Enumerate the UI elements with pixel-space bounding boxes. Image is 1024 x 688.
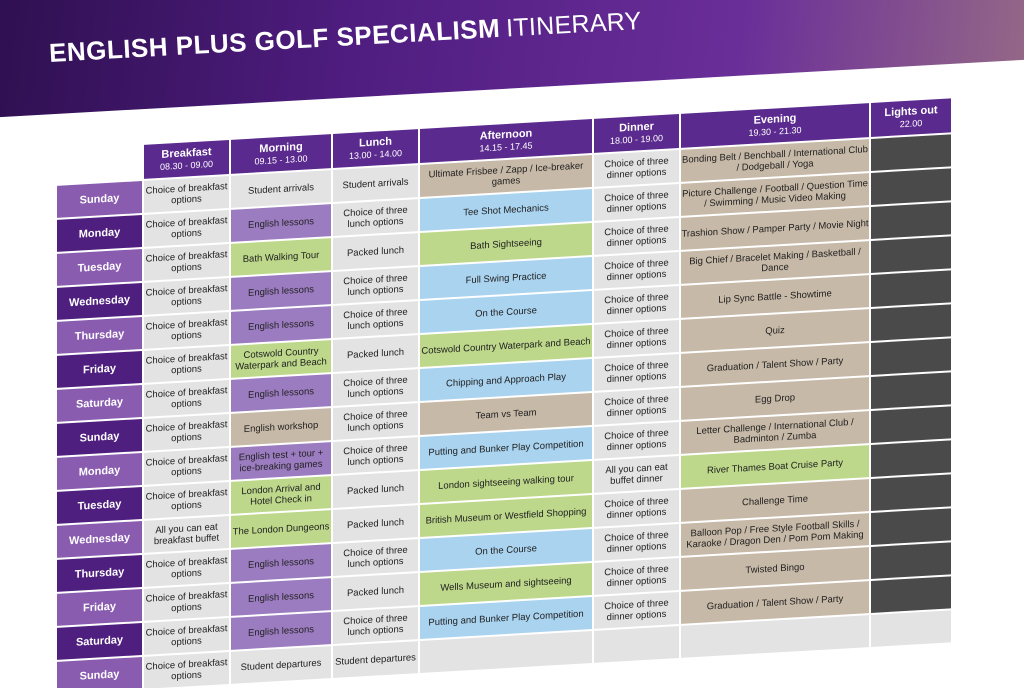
cell-evening: Twisted Bingo — [681, 547, 869, 590]
header-corner — [57, 145, 142, 184]
cell-morning: Bath Walking Tour — [231, 238, 331, 276]
cell-breakfast: All you can eat breakfast buffet — [144, 516, 229, 553]
cell-evening: Graduation / Talent Show / Party — [681, 581, 869, 624]
cell-morning: Cotswold Country Waterpark and Beach — [231, 340, 331, 378]
header-morning — [231, 134, 331, 174]
day-label: Saturday — [57, 385, 142, 422]
cell-afternoon: Chipping and Approach Play — [420, 359, 592, 401]
day-label: Friday — [57, 589, 142, 626]
cell-dinner: Choice of three dinner options — [594, 286, 679, 323]
column-time: 19.30 - 21.30 — [748, 124, 802, 139]
cell-lights — [871, 134, 951, 171]
day-label: Saturday — [57, 623, 142, 660]
cell-evening: Graduation / Talent Show / Party — [681, 343, 869, 386]
cell-evening: Bonding Belt / Benchball / International Club / Dodgeball / Yoga — [681, 139, 869, 182]
cell-afternoon: British Museum or Westfield Shopping — [420, 495, 592, 537]
cell-lights — [871, 304, 951, 341]
day-label: Thursday — [57, 555, 142, 592]
cell-breakfast: Choice of breakfast options — [144, 550, 229, 587]
cell-dinner: Choice of three dinner options — [594, 592, 679, 629]
cell-evening: Challenge Time — [681, 479, 869, 522]
column-time: 09.15 - 13.00 — [254, 153, 308, 167]
cell-dinner: Choice of three dinner options — [594, 320, 679, 357]
cell-afternoon: On the Course — [420, 291, 592, 333]
cell-breakfast: Choice of breakfast options — [144, 210, 229, 247]
day-label: Monday — [57, 453, 142, 490]
cell-breakfast: Choice of breakfast options — [144, 448, 229, 485]
table-body — [57, 134, 951, 688]
cell-morning: English lessons — [231, 578, 331, 616]
column-label: Dinner — [619, 120, 654, 135]
cell-lights — [871, 576, 951, 613]
cell-dinner — [594, 626, 679, 663]
cell-lunch: Packed lunch — [333, 335, 418, 372]
cell-afternoon: On the Course — [420, 529, 592, 571]
cell-lights — [871, 338, 951, 375]
column-label: Afternoon — [479, 127, 533, 143]
cell-afternoon: Wells Museum and sightseeing — [420, 563, 592, 605]
cell-dinner: Choice of three dinner options — [594, 150, 679, 187]
cell-dinner: All you can eat buffet dinner — [594, 456, 679, 493]
day-label: Monday — [57, 215, 142, 252]
cell-evening: River Thames Boat Cruise Party — [681, 445, 869, 488]
cell-lunch: Packed lunch — [333, 233, 418, 270]
day-label: Sunday — [57, 181, 142, 218]
column-label: Lights out — [884, 104, 938, 120]
itinerary-table — [55, 96, 953, 688]
column-time: 08.30 - 09.00 — [159, 158, 214, 172]
cell-afternoon: Cotswold Country Waterpark and Beach — [420, 325, 592, 367]
cell-evening: Quiz — [681, 309, 869, 352]
cell-morning: Student arrivals — [231, 170, 331, 208]
cell-afternoon: Bath Sightseeing — [420, 223, 592, 265]
cell-lights — [871, 610, 951, 647]
cell-dinner: Choice of three dinner options — [594, 354, 679, 391]
cell-afternoon: Team vs Team — [420, 393, 592, 435]
cell-dinner: Choice of three dinner options — [594, 388, 679, 425]
cell-breakfast: Choice of breakfast options — [144, 618, 229, 655]
cell-lights — [871, 270, 951, 307]
cell-breakfast: Choice of breakfast options — [144, 482, 229, 519]
cell-lunch: Packed lunch — [333, 471, 418, 508]
cell-lunch: Packed lunch — [333, 505, 418, 542]
day-label: Sunday — [57, 419, 142, 456]
cell-lunch: Choice of three lunch options — [333, 199, 418, 236]
header-dinner — [594, 114, 679, 153]
cell-morning: London Arrival and Hotel Check in — [231, 476, 331, 514]
column-time: 22.00 — [899, 117, 923, 130]
cell-breakfast: Choice of breakfast options — [144, 244, 229, 281]
cell-afternoon: London sightseeing walking tour — [420, 461, 592, 503]
cell-afternoon: Putting and Bunker Play Competition — [420, 427, 592, 469]
day-label: Wednesday — [57, 283, 142, 320]
column-label: Evening — [753, 112, 797, 127]
cell-lights — [871, 542, 951, 579]
cell-dinner: Choice of three dinner options — [594, 490, 679, 527]
cell-lunch: Choice of three lunch options — [333, 539, 418, 576]
cell-breakfast: Choice of breakfast options — [144, 176, 229, 213]
day-label: Friday — [57, 351, 142, 388]
cell-evening: Lip Sync Battle - Showtime — [681, 275, 869, 318]
cell-breakfast: Choice of breakfast options — [144, 312, 229, 349]
cell-breakfast: Choice of breakfast options — [144, 380, 229, 417]
cell-lunch: Choice of three lunch options — [333, 267, 418, 304]
cell-afternoon: Ultimate Frisbee / Zapp / Ice-breaker games — [420, 155, 592, 197]
column-label: Lunch — [359, 135, 392, 150]
header-lunch — [333, 129, 418, 168]
cell-breakfast: Choice of breakfast options — [144, 278, 229, 315]
cell-lunch: Student arrivals — [333, 165, 418, 202]
cell-lunch: Choice of three lunch options — [333, 607, 418, 644]
cell-evening: Letter Challenge / International Club / Badminton / Zumba — [681, 411, 869, 454]
column-label: Breakfast — [161, 145, 212, 161]
cell-lights — [871, 168, 951, 205]
cell-dinner: Choice of three dinner options — [594, 558, 679, 595]
cell-dinner: Choice of three dinner options — [594, 252, 679, 289]
cell-lunch: Student departures — [333, 641, 418, 678]
title-main: ENGLISH PLUS GOLF SPECIALISM — [48, 12, 501, 69]
cell-lights — [871, 202, 951, 239]
header-lights — [871, 98, 951, 137]
cell-dinner: Choice of three dinner options — [594, 524, 679, 561]
cell-breakfast: Choice of breakfast options — [144, 414, 229, 451]
cell-morning: English lessons — [231, 374, 331, 412]
column-time: 13.00 - 14.00 — [348, 147, 403, 162]
cell-evening: Picture Challenge / Football / Question Time / Swimming / Music Video Making — [681, 173, 869, 216]
cell-breakfast: Choice of breakfast options — [144, 652, 229, 688]
cell-morning: English lessons — [231, 544, 331, 582]
cell-morning: English lessons — [231, 306, 331, 344]
cell-lights — [871, 236, 951, 273]
day-label: Thursday — [57, 317, 142, 354]
column-label: Morning — [259, 140, 303, 156]
day-label: Sunday — [57, 657, 142, 688]
cell-afternoon: Full Swing Practice — [420, 257, 592, 299]
day-label: Tuesday — [57, 487, 142, 524]
day-label: Wednesday — [57, 521, 142, 558]
title-suffix: ITINERARY — [505, 6, 643, 43]
day-label: Tuesday — [57, 249, 142, 286]
cell-lights — [871, 508, 951, 545]
cell-evening: Egg Drop — [681, 377, 869, 420]
itinerary-table-wrapper — [55, 96, 953, 688]
cell-morning: English lessons — [231, 204, 331, 242]
cell-breakfast: Choice of breakfast options — [144, 584, 229, 621]
cell-lights — [871, 372, 951, 409]
cell-dinner: Choice of three dinner options — [594, 184, 679, 221]
cell-morning: Student departures — [231, 646, 331, 684]
cell-dinner: Choice of three dinner options — [594, 218, 679, 255]
cell-lights — [871, 440, 951, 477]
cell-evening: Big Chief / Bracelet Making / Basketball / Dance — [681, 241, 869, 284]
cell-lunch: Choice of three lunch options — [333, 437, 418, 474]
cell-lights — [871, 406, 951, 443]
cell-morning: English test + tour + ice-breaking games — [231, 442, 331, 480]
cell-lights — [871, 474, 951, 511]
cell-evening: Trashion Show / Pamper Party / Movie Night — [681, 207, 869, 250]
cell-lunch: Packed lunch — [333, 573, 418, 610]
cell-lunch: Choice of three lunch options — [333, 403, 418, 440]
cell-dinner: Choice of three dinner options — [594, 422, 679, 459]
cell-evening: Balloon Pop / Free Style Football Skills / Karaoke / Dragon Den / Pom Pom Making — [681, 513, 869, 556]
cell-morning: English workshop — [231, 408, 331, 446]
cell-lunch: Choice of three lunch options — [333, 301, 418, 338]
cell-morning: English lessons — [231, 612, 331, 650]
column-time: 18.00 - 19.00 — [609, 132, 664, 147]
cell-lunch: Choice of three lunch options — [333, 369, 418, 406]
column-time: 14.15 - 17.45 — [479, 140, 533, 154]
header-breakfast — [144, 140, 229, 179]
cell-breakfast: Choice of breakfast options — [144, 346, 229, 383]
cell-morning: The London Dungeons — [231, 510, 331, 548]
cell-morning: English lessons — [231, 272, 331, 310]
cell-afternoon: Putting and Bunker Play Competition — [420, 597, 592, 639]
cell-afternoon: Tee Shot Mechanics — [420, 189, 592, 231]
